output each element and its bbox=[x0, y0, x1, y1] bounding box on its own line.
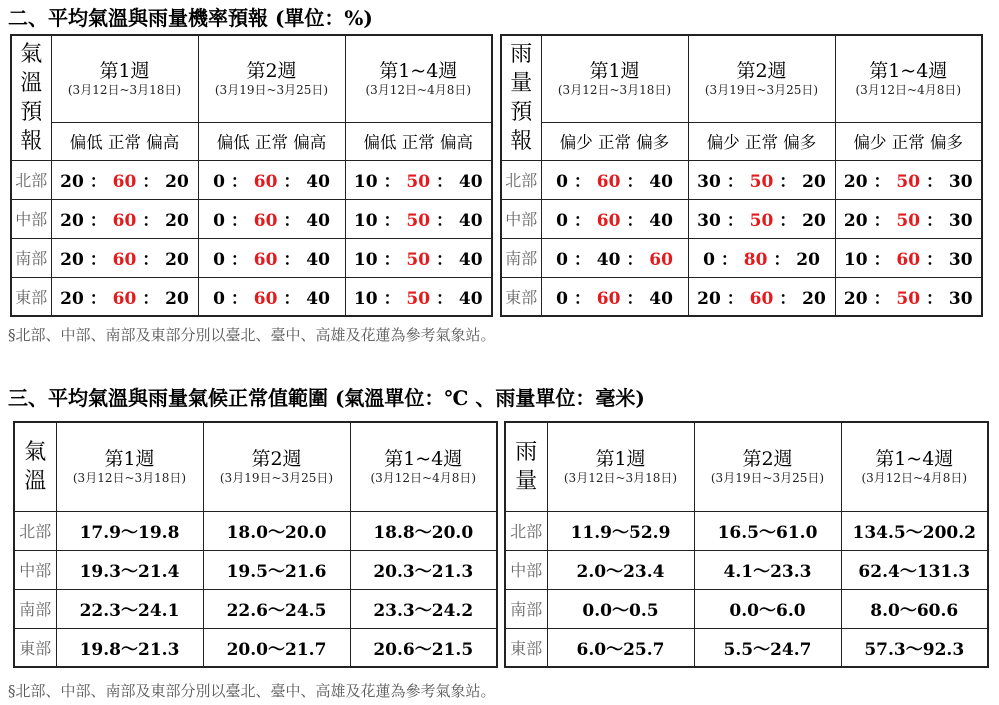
probability-value: 0 bbox=[556, 288, 568, 309]
probability-value: 0 bbox=[213, 172, 225, 192]
ratio-separator: ： bbox=[873, 172, 891, 192]
week-title: 第2週 bbox=[742, 447, 793, 470]
probability-value: 60 bbox=[253, 288, 278, 309]
ratio-separator: ： bbox=[89, 172, 107, 192]
probability-cell bbox=[198, 199, 345, 238]
normal-range-cell: 134.5～200.2 bbox=[841, 511, 988, 550]
probability-value: 20 bbox=[802, 288, 826, 309]
category-labels: 偏少 正常 偏多 bbox=[706, 133, 817, 152]
region-label: 南部 bbox=[14, 589, 56, 628]
section3-temperature-table bbox=[13, 421, 498, 668]
ratio-separator: ： bbox=[383, 211, 401, 231]
week-header bbox=[56, 422, 203, 511]
ratio-separator: ： bbox=[926, 172, 943, 192]
table-row bbox=[505, 589, 988, 628]
probability-value: 40 bbox=[649, 288, 673, 309]
week-date-range: (3月12日~4月8日) bbox=[365, 82, 472, 97]
ratio-separator: ： bbox=[436, 288, 453, 309]
ratio-separator: ： bbox=[436, 172, 453, 192]
probability-cell bbox=[51, 238, 198, 277]
ratio-separator: ： bbox=[873, 288, 891, 309]
week-title: 第2週 bbox=[736, 59, 787, 82]
probability-value: 50 bbox=[896, 172, 921, 192]
probability-value: 20 bbox=[843, 172, 868, 192]
probability-cell bbox=[688, 160, 835, 199]
probability-cell bbox=[51, 277, 198, 316]
table-row bbox=[14, 589, 497, 628]
probability-cell bbox=[345, 199, 492, 238]
normal-range-cell: 62.4～131.3 bbox=[841, 550, 988, 589]
ratio-separator: ： bbox=[383, 250, 401, 270]
ratio-separator: ： bbox=[626, 211, 644, 231]
probability-cell bbox=[688, 238, 835, 277]
probability-value: 0 bbox=[556, 211, 568, 231]
table-row bbox=[11, 277, 492, 316]
region-label: 南部 bbox=[505, 589, 547, 628]
normal-range-cell: 16.5～61.0 bbox=[694, 511, 841, 550]
ratio-separator: ： bbox=[873, 211, 891, 231]
region-label: 中部 bbox=[11, 199, 51, 238]
probability-value: 40 bbox=[306, 250, 330, 270]
region-label: 東部 bbox=[14, 628, 56, 667]
probability-value: 30 bbox=[697, 172, 721, 192]
probability-cell bbox=[688, 199, 835, 238]
probability-value: 30 bbox=[948, 211, 973, 231]
ratio-separator: ： bbox=[726, 211, 744, 231]
week-date-range: (3月19日~3月25日) bbox=[219, 470, 334, 485]
probability-value: 0 bbox=[556, 172, 568, 192]
week-header bbox=[835, 35, 982, 122]
ratio-separator: ： bbox=[779, 288, 797, 309]
probability-value: 50 bbox=[406, 211, 431, 231]
ratio-separator: ： bbox=[573, 288, 591, 309]
ratio-separator: ： bbox=[573, 250, 591, 270]
week-title: 第1週 bbox=[589, 59, 640, 82]
probability-value: 50 bbox=[896, 288, 921, 309]
table-row-label-header bbox=[14, 422, 56, 511]
ratio-separator: ： bbox=[383, 172, 401, 192]
week-date-range: (3月12日~4月8日) bbox=[855, 82, 962, 97]
ratio-separator: ： bbox=[779, 211, 797, 231]
category-header bbox=[835, 122, 982, 160]
normal-range-cell: 11.9～52.9 bbox=[547, 511, 694, 550]
probability-value: 20 bbox=[802, 172, 826, 192]
probability-value: 60 bbox=[596, 172, 621, 192]
probability-value: 40 bbox=[596, 250, 621, 270]
probability-cell bbox=[688, 277, 835, 316]
probability-value: 60 bbox=[112, 250, 137, 270]
normal-range-cell: 20.3～21.3 bbox=[350, 550, 497, 589]
table-row bbox=[505, 511, 988, 550]
region-label: 中部 bbox=[14, 550, 56, 589]
week-title: 第1週 bbox=[99, 59, 150, 82]
probability-value: 50 bbox=[749, 172, 774, 192]
table-row bbox=[501, 277, 982, 316]
ratio-separator: ： bbox=[773, 250, 791, 270]
ratio-separator: ： bbox=[779, 172, 797, 192]
probability-cell bbox=[51, 160, 198, 199]
normal-range-cell: 20.6～21.5 bbox=[350, 628, 497, 667]
normal-range-cell: 17.9～19.8 bbox=[56, 511, 203, 550]
table-row bbox=[501, 199, 982, 238]
ratio-separator: ： bbox=[626, 172, 644, 192]
week-header bbox=[198, 35, 345, 122]
normal-range-cell: 8.0～60.6 bbox=[841, 589, 988, 628]
week-header bbox=[350, 422, 497, 511]
probability-value: 30 bbox=[697, 211, 721, 231]
section2-temperature-table bbox=[10, 34, 493, 317]
week-title: 第2週 bbox=[251, 447, 302, 470]
probability-value: 20 bbox=[697, 288, 721, 309]
ratio-separator: ： bbox=[142, 172, 160, 192]
week-date-range: (3月12日~3月18日) bbox=[67, 82, 182, 97]
normal-range-cell: 4.1～23.3 bbox=[694, 550, 841, 589]
table-row bbox=[14, 511, 497, 550]
probability-value: 50 bbox=[896, 211, 921, 231]
region-label: 北部 bbox=[505, 511, 547, 550]
week-date-range: (3月19日~3月25日) bbox=[704, 82, 819, 97]
table-label: 氣溫 bbox=[24, 439, 47, 494]
normal-range-cell: 0.0～0.5 bbox=[547, 589, 694, 628]
week-header bbox=[694, 422, 841, 511]
ratio-separator: ： bbox=[726, 288, 744, 309]
probability-cell bbox=[541, 199, 688, 238]
category-labels: 偏低 正常 偏高 bbox=[216, 133, 327, 152]
probability-cell bbox=[835, 199, 982, 238]
table-row bbox=[11, 160, 492, 199]
week-header bbox=[547, 422, 694, 511]
probability-value: 40 bbox=[458, 288, 483, 309]
ratio-separator: ： bbox=[573, 172, 591, 192]
week-header bbox=[841, 422, 988, 511]
section2-note: §北部、中部、南部及東部分別以臺北、臺中、高雄及花蓮為參考氣象站。 bbox=[8, 326, 496, 344]
probability-value: 30 bbox=[948, 172, 973, 192]
week-header bbox=[345, 35, 492, 122]
region-label: 北部 bbox=[501, 160, 541, 199]
ratio-separator: ： bbox=[230, 250, 248, 270]
week-title: 第1~4週 bbox=[379, 59, 458, 82]
ratio-separator: ： bbox=[89, 288, 107, 309]
probability-cell bbox=[345, 277, 492, 316]
probability-value: 40 bbox=[458, 250, 483, 270]
table-label: 雨量 bbox=[515, 439, 538, 494]
table-row bbox=[505, 550, 988, 589]
ratio-separator: ： bbox=[626, 288, 644, 309]
region-label: 東部 bbox=[505, 628, 547, 667]
ratio-separator: ： bbox=[926, 211, 943, 231]
probability-value: 20 bbox=[165, 288, 189, 309]
section3-rainfall-table bbox=[504, 421, 989, 668]
normal-range-cell: 22.6～24.5 bbox=[203, 589, 350, 628]
section2-rainfall-table bbox=[500, 34, 983, 317]
week-header bbox=[541, 35, 688, 122]
normal-range-cell: 6.0～25.7 bbox=[547, 628, 694, 667]
ratio-separator: ： bbox=[230, 172, 248, 192]
table-label: 氣溫預報 bbox=[20, 41, 43, 154]
week-header bbox=[688, 35, 835, 122]
probability-value: 0 bbox=[213, 288, 225, 309]
region-label: 中部 bbox=[501, 199, 541, 238]
category-header bbox=[198, 122, 345, 160]
week-title: 第1週 bbox=[104, 447, 155, 470]
table-row-label-header bbox=[505, 422, 547, 511]
probability-value: 20 bbox=[165, 172, 189, 192]
probability-value: 40 bbox=[649, 172, 673, 192]
probability-cell bbox=[835, 238, 982, 277]
ratio-separator: ： bbox=[283, 288, 301, 309]
ratio-separator: ： bbox=[89, 211, 107, 231]
ratio-separator: ： bbox=[720, 250, 738, 270]
ratio-separator: ： bbox=[89, 250, 107, 270]
probability-value: 20 bbox=[843, 211, 868, 231]
normal-range-cell: 18.0～20.0 bbox=[203, 511, 350, 550]
ratio-separator: ： bbox=[436, 211, 453, 231]
probability-value: 20 bbox=[60, 172, 84, 192]
week-title: 第1~4週 bbox=[875, 447, 954, 470]
table-row bbox=[501, 238, 982, 277]
category-labels: 偏少 正常 偏多 bbox=[559, 133, 670, 152]
probability-cell bbox=[835, 277, 982, 316]
normal-range-cell: 19.3～21.4 bbox=[56, 550, 203, 589]
probability-value: 10 bbox=[353, 211, 378, 231]
probability-cell bbox=[835, 160, 982, 199]
normal-range-cell: 23.3～24.2 bbox=[350, 589, 497, 628]
probability-value: 60 bbox=[112, 172, 137, 192]
probability-value: 60 bbox=[896, 250, 921, 270]
ratio-separator: ： bbox=[142, 250, 160, 270]
week-header bbox=[203, 422, 350, 511]
normal-range-cell: 22.3～24.1 bbox=[56, 589, 203, 628]
probability-value: 50 bbox=[406, 288, 431, 309]
probability-value: 20 bbox=[165, 211, 189, 231]
probability-value: 20 bbox=[60, 250, 84, 270]
probability-value: 10 bbox=[353, 288, 378, 309]
probability-value: 80 bbox=[743, 250, 768, 270]
region-label: 北部 bbox=[14, 511, 56, 550]
probability-value: 60 bbox=[253, 250, 278, 270]
ratio-separator: ： bbox=[573, 211, 591, 231]
probability-value: 50 bbox=[749, 211, 774, 231]
category-labels: 偏少 正常 偏多 bbox=[853, 133, 963, 152]
probability-value: 10 bbox=[843, 250, 868, 270]
week-date-range: (3月12日~3月18日) bbox=[563, 470, 678, 485]
probability-value: 60 bbox=[253, 211, 278, 231]
probability-cell bbox=[198, 277, 345, 316]
category-labels: 偏低 正常 偏高 bbox=[363, 133, 473, 152]
normal-range-cell: 0.0～6.0 bbox=[694, 589, 841, 628]
ratio-separator: ： bbox=[283, 250, 301, 270]
probability-value: 0 bbox=[703, 250, 715, 270]
ratio-separator: ： bbox=[873, 250, 891, 270]
normal-range-cell: 18.8～20.0 bbox=[350, 511, 497, 550]
ratio-separator: ： bbox=[726, 172, 744, 192]
probability-value: 60 bbox=[112, 288, 137, 309]
probability-value: 20 bbox=[802, 211, 826, 231]
week-date-range: (3月12日~3月18日) bbox=[72, 470, 187, 485]
week-title: 第1~4週 bbox=[869, 59, 948, 82]
probability-value: 50 bbox=[406, 250, 431, 270]
probability-value: 20 bbox=[843, 288, 868, 309]
probability-value: 40 bbox=[458, 211, 483, 231]
probability-value: 50 bbox=[406, 172, 431, 192]
probability-value: 30 bbox=[948, 250, 973, 270]
week-date-range: (3月12日~4月8日) bbox=[861, 470, 968, 485]
section3-title: 三、平均氣溫與雨量氣候正常值範圍 (氣溫單位：℃ 、雨量單位：毫米) bbox=[8, 386, 645, 410]
probability-value: 40 bbox=[649, 211, 673, 231]
probability-value: 40 bbox=[306, 211, 330, 231]
region-label: 南部 bbox=[501, 238, 541, 277]
probability-value: 10 bbox=[353, 172, 378, 192]
ratio-separator: ： bbox=[283, 211, 301, 231]
ratio-separator: ： bbox=[142, 211, 160, 231]
probability-value: 60 bbox=[596, 288, 621, 309]
table-row bbox=[11, 199, 492, 238]
category-header bbox=[541, 122, 688, 160]
probability-value: 60 bbox=[253, 172, 278, 192]
ratio-separator: ： bbox=[230, 211, 248, 231]
probability-cell bbox=[541, 160, 688, 199]
probability-cell bbox=[345, 238, 492, 277]
week-title: 第1週 bbox=[595, 447, 646, 470]
probability-value: 60 bbox=[649, 250, 673, 270]
category-header bbox=[688, 122, 835, 160]
region-label: 中部 bbox=[505, 550, 547, 589]
category-labels: 偏低 正常 偏高 bbox=[69, 133, 180, 152]
probability-value: 20 bbox=[796, 250, 820, 270]
week-header bbox=[51, 35, 198, 122]
probability-value: 20 bbox=[60, 211, 84, 231]
probability-value: 40 bbox=[458, 172, 483, 192]
region-label: 北部 bbox=[11, 160, 51, 199]
normal-range-cell: 20.0～21.7 bbox=[203, 628, 350, 667]
probability-value: 0 bbox=[213, 211, 225, 231]
section3-note: §北部、中部、南部及東部分別以臺北、臺中、高雄及花蓮為參考氣象站。 bbox=[8, 682, 496, 700]
ratio-separator: ： bbox=[383, 288, 401, 309]
probability-cell bbox=[541, 277, 688, 316]
ratio-separator: ： bbox=[142, 288, 160, 309]
probability-cell bbox=[198, 160, 345, 199]
ratio-separator: ： bbox=[230, 288, 248, 309]
probability-cell bbox=[541, 238, 688, 277]
region-label: 南部 bbox=[11, 238, 51, 277]
table-row bbox=[14, 550, 497, 589]
probability-value: 20 bbox=[60, 288, 84, 309]
week-title: 第2週 bbox=[246, 59, 297, 82]
probability-value: 40 bbox=[306, 172, 330, 192]
probability-value: 0 bbox=[556, 250, 568, 270]
probability-cell bbox=[198, 238, 345, 277]
probability-value: 20 bbox=[165, 250, 189, 270]
table-row bbox=[14, 628, 497, 667]
week-date-range: (3月19日~3月25日) bbox=[214, 82, 329, 97]
region-label: 東部 bbox=[11, 277, 51, 316]
week-title: 第1~4週 bbox=[384, 447, 463, 470]
ratio-separator: ： bbox=[926, 250, 943, 270]
normal-range-cell: 19.5～21.6 bbox=[203, 550, 350, 589]
probability-value: 30 bbox=[948, 288, 973, 309]
table-row bbox=[501, 160, 982, 199]
table-label: 雨量預報 bbox=[510, 41, 533, 154]
category-header bbox=[51, 122, 198, 160]
probability-value: 0 bbox=[213, 250, 225, 270]
probability-value: 40 bbox=[306, 288, 330, 309]
week-date-range: (3月19日~3月25日) bbox=[710, 470, 825, 485]
ratio-separator: ： bbox=[436, 250, 453, 270]
week-date-range: (3月12日~3月18日) bbox=[557, 82, 672, 97]
probability-cell bbox=[51, 199, 198, 238]
category-header bbox=[345, 122, 492, 160]
section2-title: 二、平均氣溫與雨量機率預報 (單位：%) bbox=[8, 6, 373, 30]
table-row-label-header bbox=[11, 35, 51, 160]
table-row bbox=[11, 238, 492, 277]
table-row bbox=[505, 628, 988, 667]
normal-range-cell: 5.5～24.7 bbox=[694, 628, 841, 667]
week-date-range: (3月12日~4月8日) bbox=[370, 470, 477, 485]
ratio-separator: ： bbox=[283, 172, 301, 192]
table-row-label-header bbox=[501, 35, 541, 160]
normal-range-cell: 2.0～23.4 bbox=[547, 550, 694, 589]
ratio-separator: ： bbox=[626, 250, 644, 270]
normal-range-cell: 19.8～21.3 bbox=[56, 628, 203, 667]
normal-range-cell: 57.3～92.3 bbox=[841, 628, 988, 667]
probability-value: 10 bbox=[353, 250, 378, 270]
probability-value: 60 bbox=[596, 211, 621, 231]
probability-value: 60 bbox=[749, 288, 774, 309]
region-label: 東部 bbox=[501, 277, 541, 316]
probability-cell bbox=[345, 160, 492, 199]
ratio-separator: ： bbox=[926, 288, 943, 309]
probability-value: 60 bbox=[112, 211, 137, 231]
